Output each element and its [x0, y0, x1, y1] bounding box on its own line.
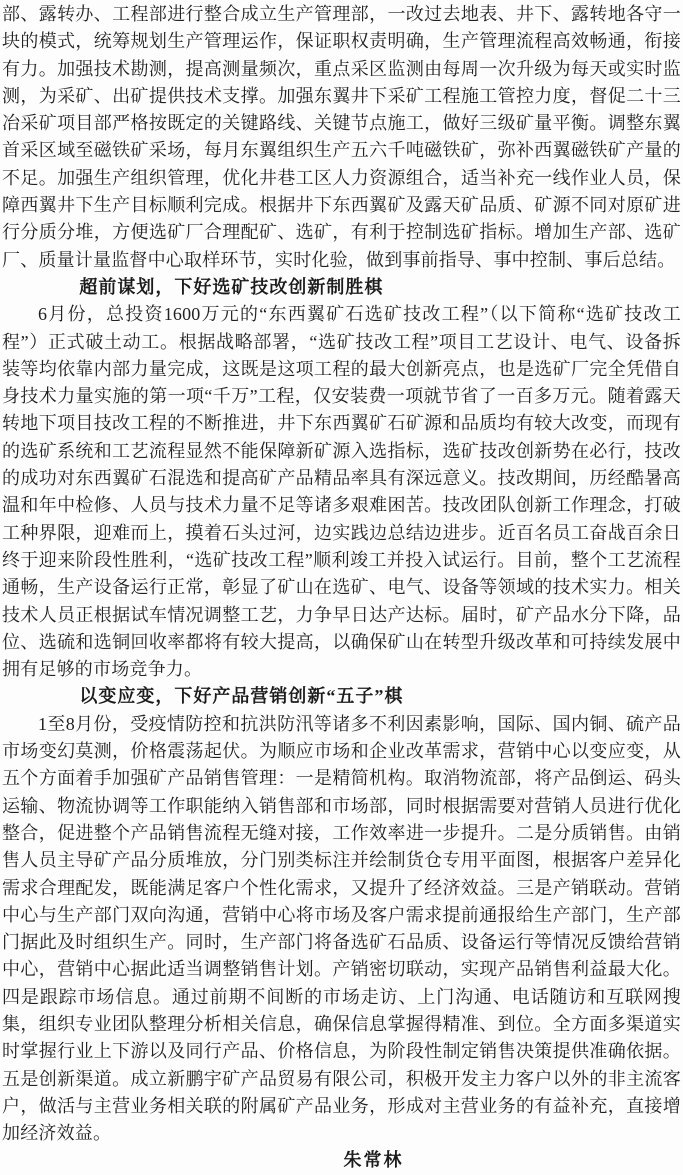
author-signature: 朱常林	[343, 1150, 404, 1171]
section-heading-beneficiation-upgrade: 超前谋划，下好选矿技改创新制胜棋	[79, 276, 384, 297]
article-paragraph-marketing-measures: 1至8月份，受疫情防控和抗洪防汛等诸多不利因素影响，国际、国内铜、硫产品市场变幻莫测，价格震荡起伏。为顺应市场和企业改革需求，营销中心以变应变，从五个方面着手加强矿产品销售管理：一是精简机构。取消物流部，将产品倒运、码头运输、物流协调等工作职能纳入销售部和市场部，同时根据需要对营销人员进行优化整合，促进整个产品销售流程无缝对接，工作效率进一步提升。二是分质销售。由销售人员主导矿产品分质堆放，分门别类标注并绘制货仓专用平面图，根据客户差异化需求合理配发，既能满足客户个性化需求，又提升了经济效益。三是产销联动。营销中心与生产部门双向沟通，营销中心将市场及客户需求提前通报给生产部门，生产部门据此及时组织生产。同时，生产部门将备选矿石品质、设备运行等情况反馈给营销中心，营销中心据此适当调整销售计划。产销密切联动，实现产品销售利益最大化。四是跟踪市场信息。通过前期不间断的市场走访、上门沟通、电话随访和互联网搜集，组织专业团队整理分析相关信息，确保信息掌握得精准、到位。全方面多渠道实时掌握行业上下游以及同行产品、价格信息，为阶段性制定销售决策提供准确依据。五是创新渠道。成立新鹏宇矿产品贸易有限公司，积极开发主力客户以外的非主流客户，做活与主营业务相关联的附属矿产品业务，形成对主营业务的有益补充，直接增加经济效益。	[2, 713, 681, 1144]
article-paragraph-production-management: 部、露转办、工程部进行整合成立生产管理部，一改过去地表、井下、露转地各守一块的模式，统筹规划生产管理运作，保证职权责明确，生产管理流程高效畅通，衔接有力。加强技术勘测，提高测量频次，重点采区监测由每周一次升级为每天或实时监测，为采矿、出矿提供技术支撑。加强东翼井下采矿工程施工管控力度，督促二十三冶采矿项目部严格按既定的关键路线、关键节点施工，做好三级矿量平衡。调整东翼首采区域至磁铁矿采场，每月东翼组织生产五六千吨磁铁矿，弥补西翼磁铁矿产量的不足。加强生产组织管理，优化井巷工区人力资源组合，适当补充一线作业人员，保障西翼井下生产目标顺利完成。根据井下东西翼矿及露天矿品质、矿源不同对原矿进行分质分堆，方便选矿厂合理配矿、选矿，有利于控制选矿指标。增加生产部、选矿厂、质量计量监督中心取样环节，实时化验，做到事前指导、事中控制、事后总结。	[2, 4, 681, 270]
section-heading-marketing-innovation: 以变应变，下好产品营销创新“五子”棋	[79, 686, 404, 707]
article-paragraph-beneficiation-project: 6月份，总投资1600万元的“东西翼矿石选矿技改工程”（以下简称“选矿技改工程”）正式破土动工。根据战略部署，“选矿技改工程”项目工艺设计、电气、设备拆装等均依靠内部力量完成，这既是这项工程的最大创新亮点，也是选矿厂完全凭借自身技术力量实施的第一项“千万”工程，仅安装费一项就节省了一百多万元。随着露天转地下项目技改工程的不断推进，井下东西翼矿石矿源和品质均有较大改变，而现有的选矿系统和工艺流程显然不能保障新矿源入选指标，选矿技改创新势在必行，技改的成功对东西翼矿石混选和提高矿产品精品率具有深远意义。技改期间，历经酷暑高温和年中检修、人员与技术力量不足等诸多艰难困苦。技改团队创新工作理念，打破工种界限，迎难而上，摸着石头过河，边实践边总结边进步。近百名员工奋战百余日终于迎来阶段性胜利，“选矿技改工程”顺利竣工并投入试运行。目前，整个工艺流程通畅，生产设备运行正常，彰显了矿山在选矿、电气、设备等领域的技术实力。相关技术人员正根据试车情况调整工艺，力争早日达产达标。届时，矿产品水分下降，品位、选硫和选铜回收率都将有较大提高，以确保矿山在转型升级改革和可持续发展中拥有足够的市场竞争力。	[2, 304, 681, 680]
